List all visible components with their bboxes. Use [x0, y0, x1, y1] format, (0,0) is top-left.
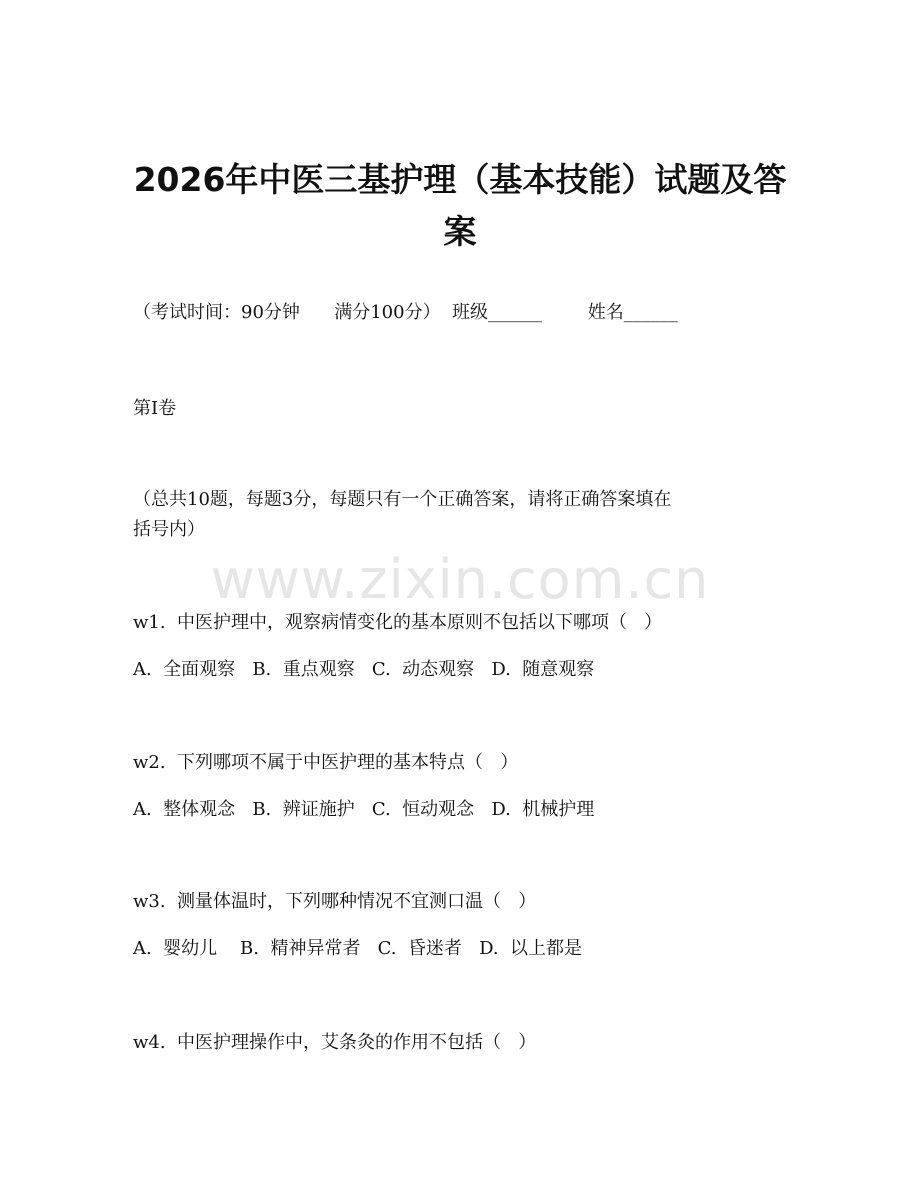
question-1-options: A. 全面观察 B. 重点观察 C. 动态观察 D. 随意观察 — [133, 659, 595, 680]
question-1-stem: w1. 中医护理中，观察病情变化的基本原则不包括以下哪项（ ） — [133, 612, 663, 633]
question-2-stem: w2. 下列哪项不属于中医护理的基本特点（ ） — [133, 752, 519, 773]
title-line-1: 2026年中医三基护理（基本技能）试题及答 — [133, 160, 787, 199]
instructions-line-1: （总共10题，每题3分，每题只有一个正确答案，请将正确答案填在 — [133, 489, 672, 510]
instructions-line-2: 括号内） — [133, 519, 205, 540]
document-title — [100, 154, 820, 258]
question-3-options: A. 婴幼儿 B. 精神异常者 C. 昏迷者 D. 以上都是 — [133, 938, 583, 959]
watermark: www.zixin.com.cn — [210, 548, 710, 611]
question-4-stem: w4. 中医护理操作中，艾条灸的作用不包括（ ） — [133, 1032, 537, 1053]
title-line-2: 案 — [443, 212, 477, 251]
question-2-options: A. 整体观念 B. 辨证施护 C. 恒动观念 D. 机械护理 — [133, 799, 595, 820]
exam-info: （考试时间：90分钟 满分100分） 班级______ 姓名______ — [133, 302, 678, 323]
question-3-stem: w3. 测量体温时，下列哪种情况不宜测口温（ ） — [133, 891, 537, 912]
section-heading: 第I卷 — [133, 398, 177, 419]
